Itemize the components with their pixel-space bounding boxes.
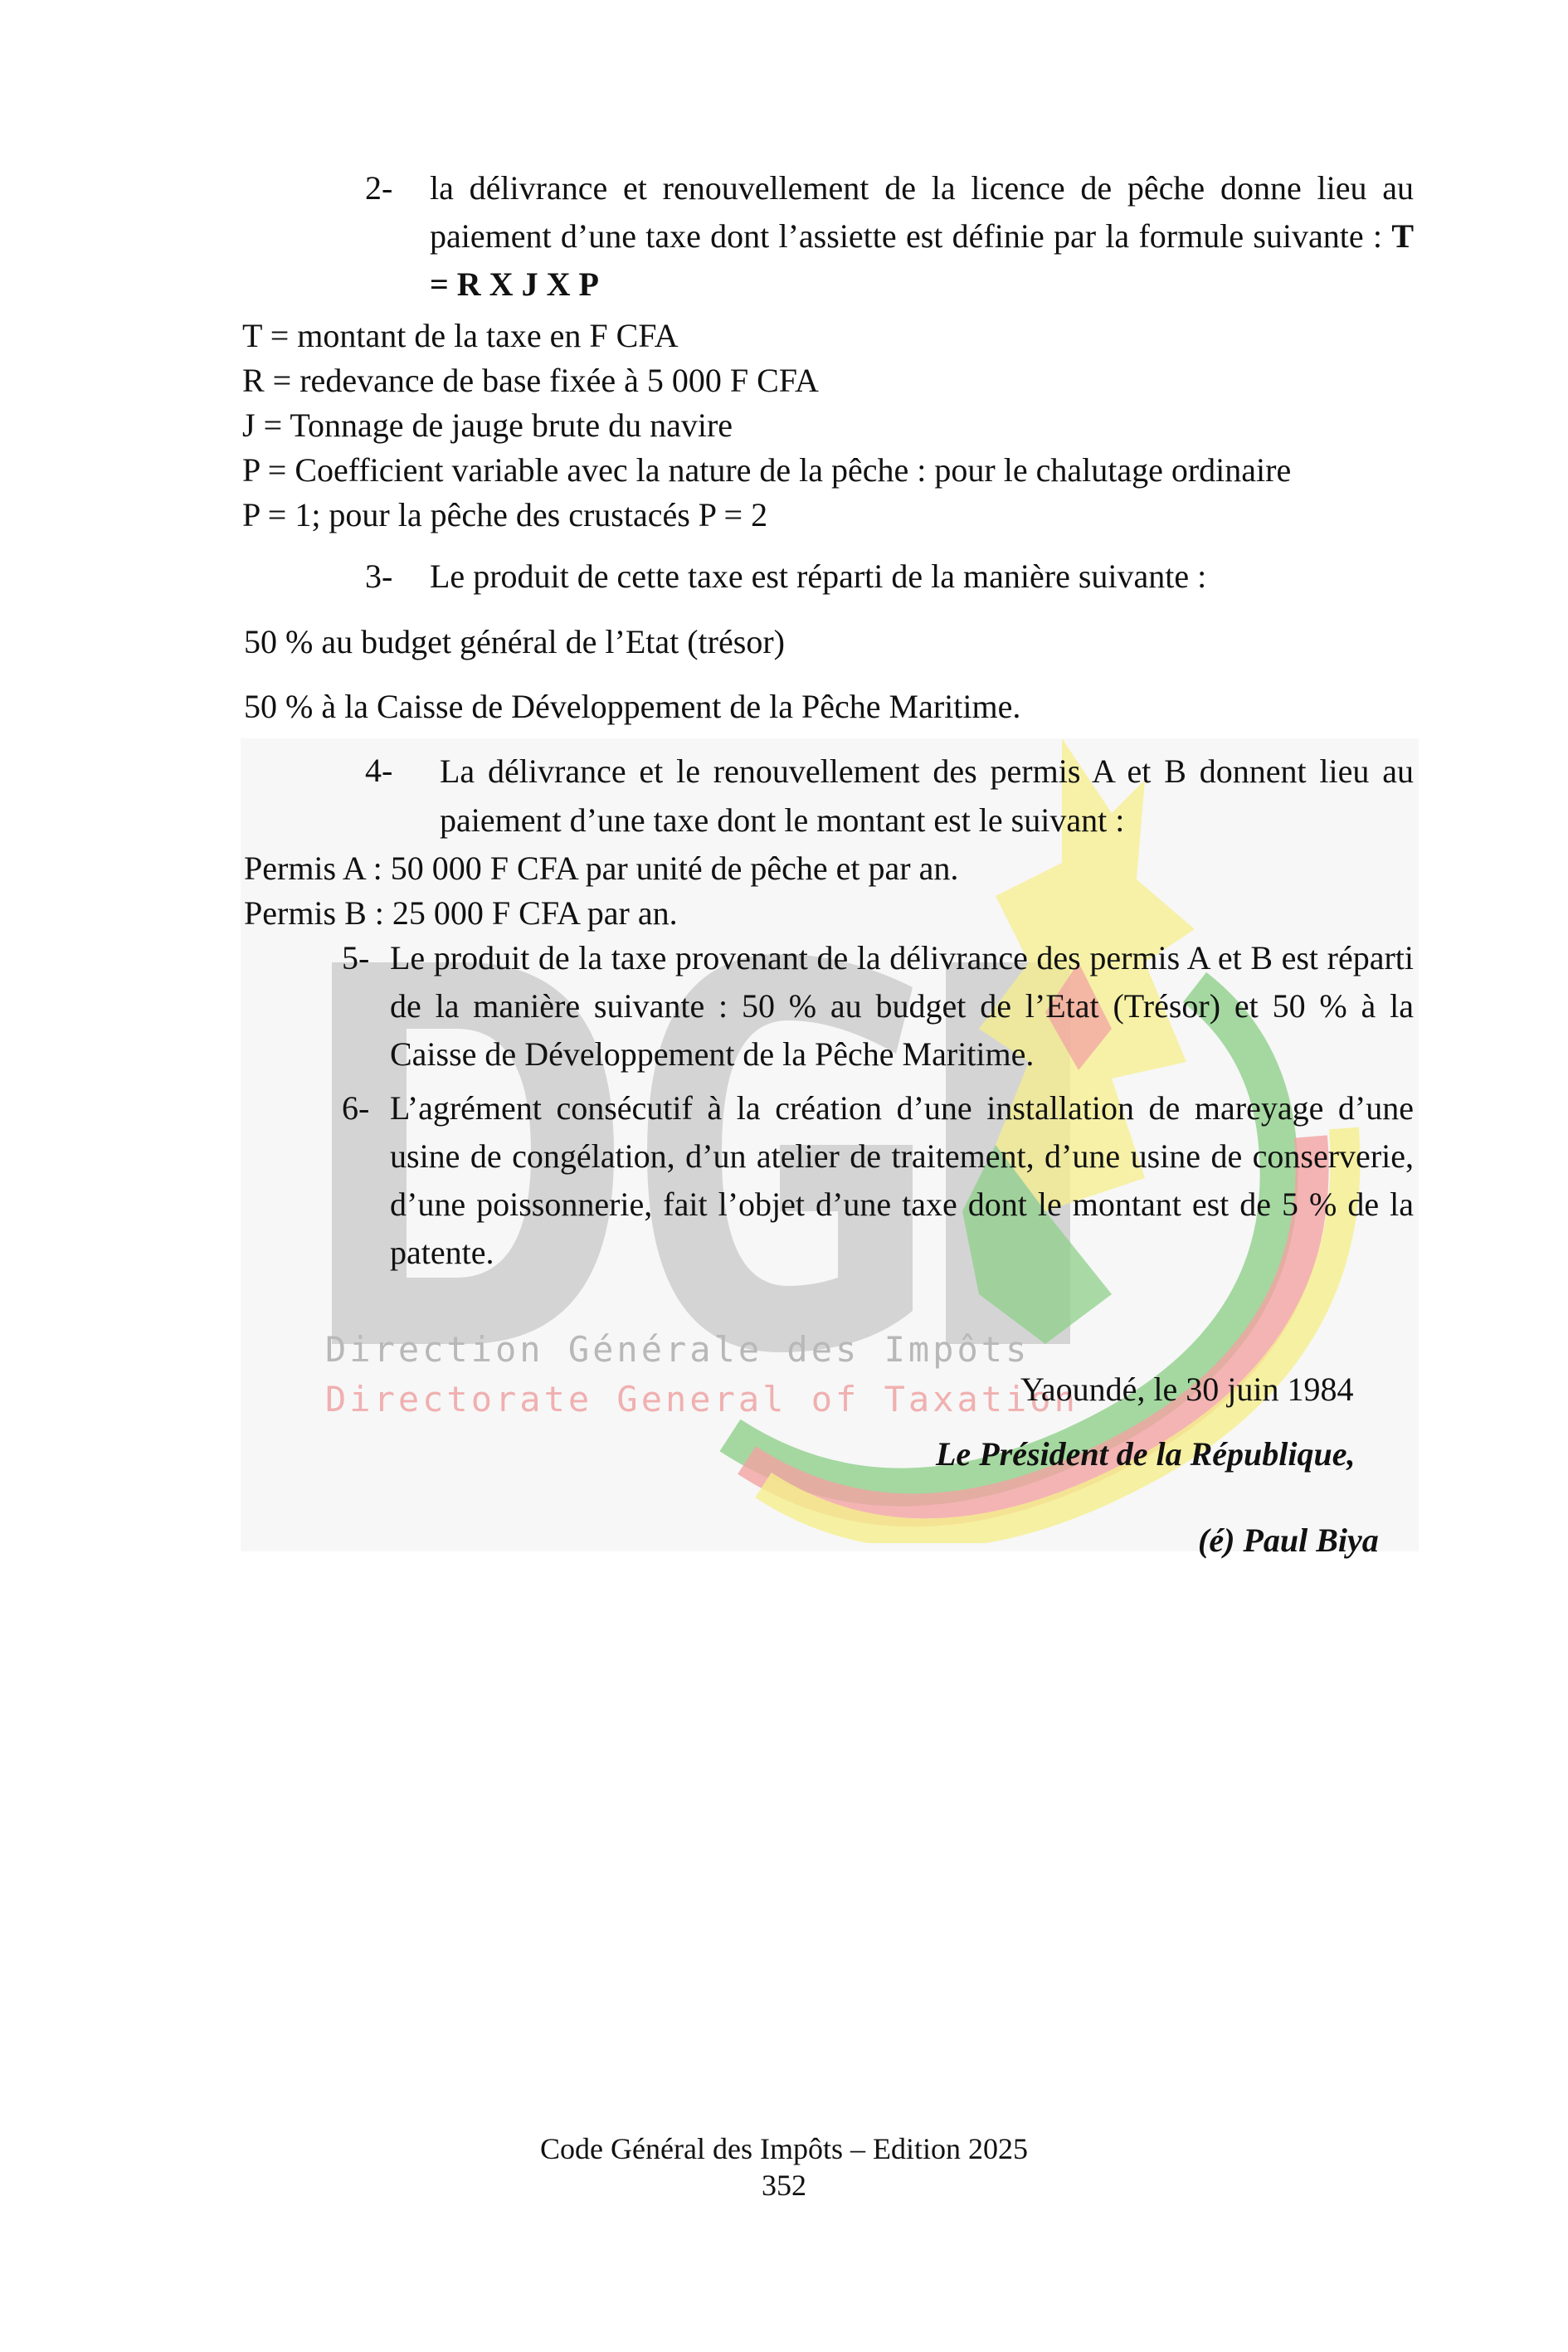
- item-4-line: Permis A : 50 000 F CFA par unité de pêche et par an.: [244, 850, 959, 887]
- definition-line: P = Coefficient variable avec la nature de la pêche : pour le chalutage ordinaire: [242, 451, 1292, 489]
- definition-line: T = montant de la taxe en F CFA: [242, 317, 679, 354]
- item-2-paragraph: [430, 164, 1414, 309]
- item-3-text: Le produit de cette taxe est réparti de la manière suivante :: [430, 558, 1207, 595]
- place-date: Yaoundé, le 30 juin 1984: [1020, 1371, 1354, 1408]
- item-6-text: L’agrément consécutif à la création d’une installation de mareyage d’une usine de congélation, d’un atelier de traitement, d’une usine de conserverie, d’une poissonnerie, fait l’objet d’une taxe dont le montant est de 5 % de la patente.: [390, 1089, 1414, 1271]
- item-6-number: 6-: [342, 1089, 370, 1127]
- item-5-text: Le produit de la taxe provenant de la délivrance des permis A et B est réparti de la manière suivante : 50 % au budget de l’Etat (Trésor) et 50 % à la Caisse de Développement de la Pêche Maritime.: [390, 939, 1414, 1073]
- signatory-title: Le Président de la République,: [936, 1435, 1356, 1473]
- signatory-name: (é) Paul Biya: [1198, 1522, 1379, 1559]
- item-2-text: la délivrance et renouvellement de la licence de pêche donne lieu au paiement d’une taxe dont l’assiette est définie par la formule suivante :: [430, 169, 1414, 255]
- definition-line: J = Tonnage de jauge brute du navire: [242, 407, 733, 444]
- item-3-number: 3-: [365, 558, 393, 595]
- watermark-line-1: Direction Générale des Impôts: [325, 1329, 1030, 1370]
- definition-line: R = redevance de base fixée à 5 000 F CFA: [242, 362, 819, 399]
- footer-title: Code Général des Impôts – Edition 2025: [540, 2132, 1028, 2165]
- item-2-number: 2-: [365, 169, 393, 207]
- item-4-number: 4-: [365, 752, 393, 789]
- watermark-line-2: Directorate General of Taxation: [325, 1379, 1079, 1419]
- item-3-line: 50 % au budget général de l’Etat (trésor): [244, 623, 785, 660]
- item-4-line: Permis B : 25 000 F CFA par an.: [244, 894, 678, 932]
- page-number: 352: [762, 2169, 806, 2202]
- item-2-formula: T = R X J X P: [430, 217, 1415, 303]
- item-4-text: La délivrance et le renouvellement des permis A et B donnent lieu au paiement d’une taxe dont le montant est le suivant :: [440, 752, 1414, 839]
- item-5-number: 5-: [342, 939, 370, 976]
- item-3-line: 50 % à la Caisse de Développement de la Pêche Maritime.: [244, 688, 1021, 725]
- definition-line: P = 1; pour la pêche des crustacés P = 2: [242, 496, 768, 533]
